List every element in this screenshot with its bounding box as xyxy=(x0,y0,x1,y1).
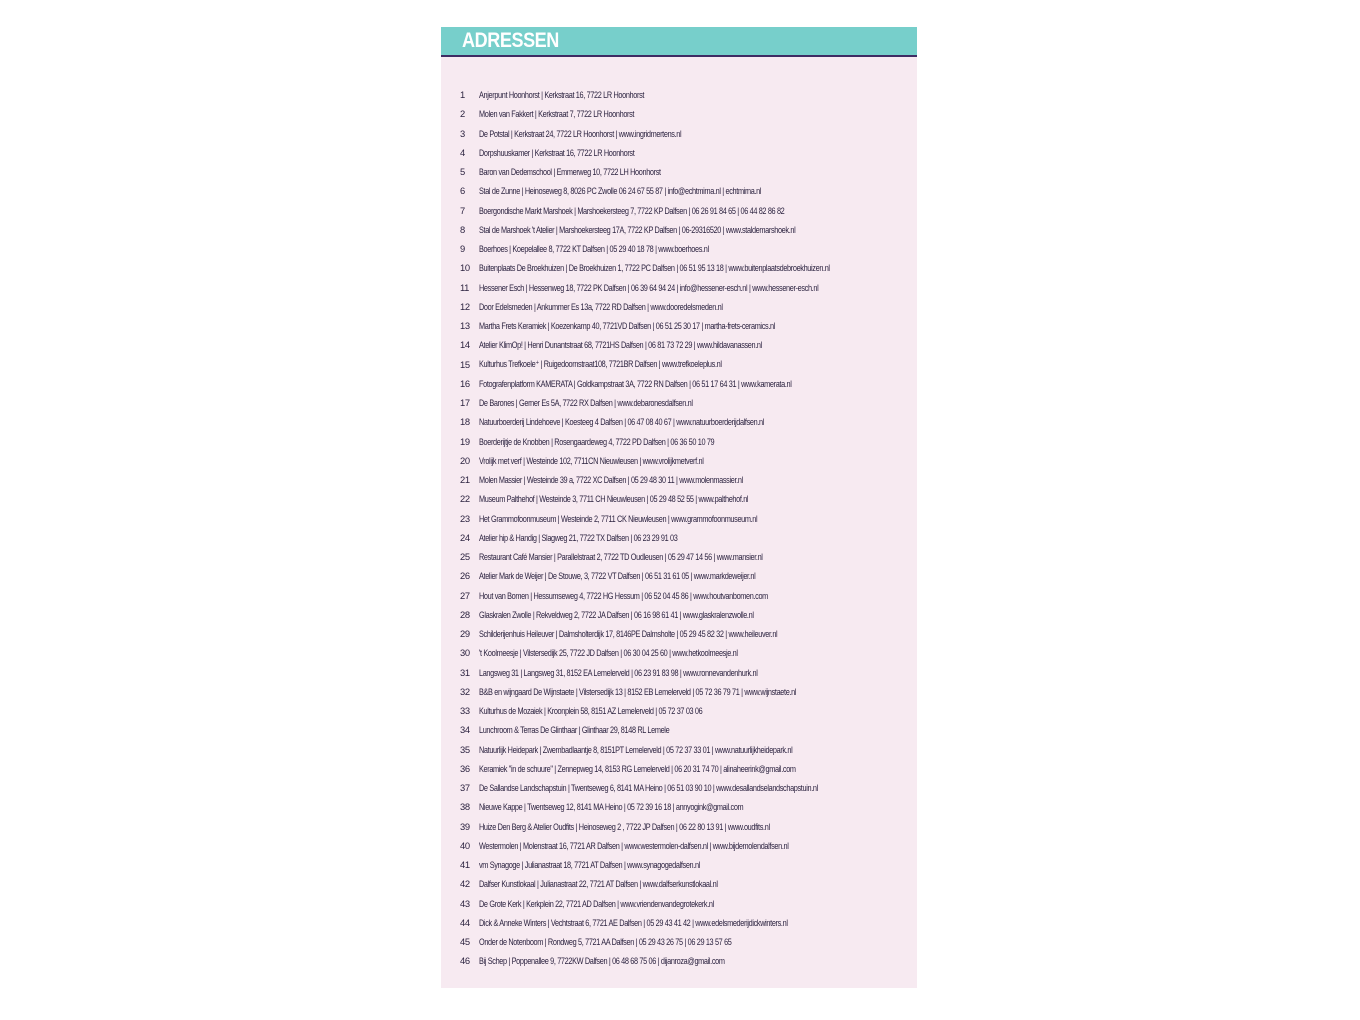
list-item-text: Glaskralen Zwolle | Rekveldweg 2, 7722 JA Dalfsen | 06 16 98 61 41 | www.glaskralenzwolle.nl xyxy=(479,608,754,620)
list-item-number: 11 xyxy=(460,281,469,293)
list-item-number: 40 xyxy=(460,839,470,851)
list-item xyxy=(460,489,910,508)
list-item-number: 23 xyxy=(460,512,470,524)
list-item xyxy=(460,104,910,123)
list-item-text: Anjerpunt Hoonhorst | Kerkstraat 16, 7722 LR Hoonhorst xyxy=(479,89,645,101)
list-item-text: Onder de Notenboom | Rondweg 5, 7721 AA Dalfsen | 05 29 43 26 75 | 06 29 13 57 65 xyxy=(479,936,732,948)
list-item xyxy=(460,951,910,970)
list-item xyxy=(460,412,910,431)
list-item-text: Vrolijk met verf | Westeinde 102, 7711CN Nieuwleusen | www.vrolijkmetverf.nl xyxy=(479,454,704,466)
list-item xyxy=(460,278,910,297)
list-item xyxy=(460,124,910,143)
list-item xyxy=(460,374,910,393)
list-item-number: 44 xyxy=(460,916,470,928)
list-item-number: 14 xyxy=(460,339,470,351)
list-item-text: Baron van Dedemschool | Emmerweg 10, 7722 LH Hoonhorst xyxy=(479,166,661,178)
list-item xyxy=(460,239,910,258)
list-item-text: Boerderijtje de Knobben | Rosengaardeweg 4, 7722 PD Dalfsen | 06 36 50 10 79 xyxy=(479,435,715,447)
list-item-text: Hout van Bomen | Hessumseweg 4, 7722 HG Hessum | 06 52 04 45 86 | www.houtvanbomen.com xyxy=(479,589,768,601)
list-item-number: 36 xyxy=(460,762,470,774)
list-item-number: 15 xyxy=(460,358,470,370)
list-item-text: Stal de Zunne | Heinoseweg 8, 8026 PC Zwolle 06 24 67 55 87 | info@echtmirna.nl | echtmirna.nl xyxy=(479,185,762,197)
list-item-text: Museum Palthehof | Westeinde 3, 7711 CH Nieuwleusen | 05 29 48 52 55 | www.palthehof.nl xyxy=(479,493,749,505)
list-item-number: 43 xyxy=(460,897,470,909)
list-item-number: 39 xyxy=(460,820,470,832)
list-item xyxy=(460,85,910,104)
list-item-text: Nieuwe Kappe | Twentseweg 12, 8141 MA Heino | 05 72 39 16 18 | annyogink@gmail.com xyxy=(479,801,744,813)
list-item-text: Stal de Marshoek 't Atelier | Marshoekersteeg 17A, 7722 KP Dalfsen | 06-29316520 | www.staldemarshoek.nl xyxy=(479,223,796,235)
list-item-text: De Grote Kerk | Kerkplein 22, 7721 AD Dalfsen | www.vriendenvandegrotekerk.nl xyxy=(479,897,714,909)
list-item-text: B&B en wijngaard De Wijnstaete | Vilstersedijk 13 | 8152 EB Lemelerveld | 05 72 36 79 71 | www.wijnstaete.nl xyxy=(479,685,797,697)
list-item-number: 3 xyxy=(460,127,465,139)
section-header xyxy=(441,27,917,57)
list-item xyxy=(460,470,910,489)
list-item-text: Hessener Esch | Hessenweg 18, 7722 PK Dalfsen | 06 39 64 94 24 | info@hessener-esch.nl | www.hessener-esch.nl xyxy=(479,281,819,293)
list-item-number: 33 xyxy=(460,705,470,717)
list-item-text: 't Koolmeesje | Vilstersedijk 25, 7722 JD Dalfsen | 06 30 04 25 60 | www.hetkoolmeesje.nl xyxy=(479,647,738,659)
list-item-number: 19 xyxy=(460,435,470,447)
list-item-text: Natuurboerderij Lindehoeve | Koesteeg 4 Dalfsen | 06 47 08 40 67 | www.natuurboerderijdalfsen.nl xyxy=(479,416,765,428)
list-item xyxy=(460,297,910,316)
list-item-text: De Sallandse Landschapstuin | Twentseweg 6, 8141 MA Heino | 06 51 03 90 10 | www.desallandselandschapstuin.nl xyxy=(479,782,818,794)
list-item-text: Natuurlijk Heidepark | Zwembadlaantje 8, 8151PT Lemelerveld | 05 72 37 33 01 | www.natuurlijkheidepark.nl xyxy=(479,743,793,755)
list-item xyxy=(460,817,910,836)
list-item xyxy=(460,624,910,643)
list-item-text: Boerhoes | Koepelallee 8, 7722 KT Dalfsen | 05 29 40 18 78 | www.boerhoes.nl xyxy=(479,243,709,255)
list-item-number: 41 xyxy=(460,859,470,871)
list-item-text: Molen Massier | Westeinde 39 a, 7722 XC Dalfsen | 05 29 48 30 11 | www.molenmassier.nl xyxy=(479,474,743,486)
list-item-number: 16 xyxy=(460,377,470,389)
list-item-text: Door Edelsmeden | Ankummer Es 13a, 7722 RD Dalfsen | www.dooredelsmeden.nl xyxy=(479,300,723,312)
list-item-number: 21 xyxy=(460,474,470,486)
list-item-number: 4 xyxy=(460,146,465,158)
list-item-number: 2 xyxy=(460,108,465,120)
list-item-text: Keramiek "in de schuure" | Zennepweg 14, 8153 RG Lemelerveld | 06 20 31 74 70 | alinaheerink@gmail.com xyxy=(479,762,796,774)
list-item-number: 9 xyxy=(460,243,465,255)
list-item-number: 6 xyxy=(460,185,465,197)
list-item-text: Dalfser Kunstlokaal | Julianastraat 22, 7721 AT Dalfsen | www.dalfserkunstlokaal.nl xyxy=(479,878,718,890)
list-item xyxy=(460,720,910,739)
list-item-text: Schilderijenhuis Heileuver | Dalmsholterdijk 17, 8146PE Dalmsholte | 05 29 45 82 32 | www.heileuver.nl xyxy=(479,628,778,640)
list-item xyxy=(460,682,910,701)
list-item xyxy=(460,778,910,797)
list-item xyxy=(460,701,910,720)
list-item xyxy=(460,220,910,239)
list-item-number: 5 xyxy=(460,166,465,178)
list-item-text: Atelier KlimOp! | Henri Dunantstraat 68, 7721HS Dalfsen | 06 81 73 72 29 | www.hildavanassen.nl xyxy=(479,339,762,351)
list-item-number: 31 xyxy=(460,666,470,678)
list-item-number: 20 xyxy=(460,454,470,466)
list-item-text: Restaurant Café Mansier | Parallelstraat 2, 7722 TD Oudleusen | 05 29 47 14 56 | www.mansier.nl xyxy=(479,551,763,563)
list-item xyxy=(460,143,910,162)
list-item xyxy=(460,528,910,547)
list-item-number: 25 xyxy=(460,551,470,563)
address-panel xyxy=(441,27,917,988)
list-item xyxy=(460,393,910,412)
list-item-text: Atelier Mark de Weijer | De Stouwe, 3, 7722 VT Dalfsen | 06 51 31 61 05 | www.markdeweijer.nl xyxy=(479,570,756,582)
list-item-number: 24 xyxy=(460,531,470,543)
list-item-number: 30 xyxy=(460,647,470,659)
list-item-number: 12 xyxy=(460,300,470,312)
list-item-number: 37 xyxy=(460,782,470,794)
list-item xyxy=(460,547,910,566)
list-item-text: Atelier hip & Handig | Slagweg 21, 7722 TX Dalfsen | 06 23 29 91 03 xyxy=(479,531,678,543)
list-item-text: Dick & Anneke Winters | Vechtstraat 6, 7721 AE Dalfsen | 05 29 43 41 42 | www.edelsmederijdickwinters.nl xyxy=(479,916,788,928)
list-item xyxy=(460,855,910,874)
list-item-number: 8 xyxy=(460,223,465,235)
list-item-text: vm Synagoge | Julianastraat 18, 7721 AT Dalfsen | www.synagogedalfsen.nl xyxy=(479,859,700,871)
list-item xyxy=(460,759,910,778)
list-item xyxy=(460,432,910,451)
list-item-number: 27 xyxy=(460,589,470,601)
list-item xyxy=(460,797,910,816)
list-item-number: 35 xyxy=(460,743,470,755)
list-item-text: Martha Frets Keramiek | Koezenkamp 40, 7721VD Dalfsen | 06 51 25 30 17 | martha-frets-ceramics.nl xyxy=(479,320,775,332)
list-item xyxy=(460,509,910,528)
list-item-number: 7 xyxy=(460,204,465,216)
list-item-number: 10 xyxy=(460,262,470,274)
list-item-number: 45 xyxy=(460,936,470,948)
list-item-text: Buitenplaats De Broekhuizen | De Broekhuizen 1, 7722 PC Dalfsen | 06 51 95 13 18 | www.buitenplaatsdebroekhuizen.nl xyxy=(479,262,830,274)
list-item-text: Kulturhus Trefkoele⁺ | Ruigedoornstraat108, 7721BR Dalfsen | www.trefkoeleplus.nl xyxy=(479,358,722,370)
list-item-text: Molen van Fakkert | Kerkstraat 7, 7722 LR Hoonhorst xyxy=(479,108,635,120)
list-item-number: 34 xyxy=(460,724,470,736)
list-item xyxy=(460,836,910,855)
list-item xyxy=(460,932,910,951)
list-item-text: Fotografenplatform KAMERATA | Goldkampstraat 3A, 7722 RN Dalfsen | 06 51 17 64 31 | www.kamerata.nl xyxy=(479,377,792,389)
list-item-text: Dorpshuuskamer | Kerkstraat 16, 7722 LR Hoonhorst xyxy=(479,146,635,158)
list-item-number: 13 xyxy=(460,320,470,332)
list-item xyxy=(460,201,910,220)
list-item-number: 38 xyxy=(460,801,470,813)
list-item xyxy=(460,643,910,662)
list-item xyxy=(460,451,910,470)
list-item-text: De Barones | Gerner Es 5A, 7722 RX Dalfsen | www.debaronesdalfsen.nl xyxy=(479,397,693,409)
list-item-text: Huize Den Berg & Atelier Oudfits | Heinoseweg 2 , 7722 JP Dalfsen | 06 22 80 13 91 | www.oudfits.nl xyxy=(479,820,770,832)
list-item-number: 18 xyxy=(460,416,470,428)
address-list xyxy=(460,85,910,971)
list-item-number: 46 xyxy=(460,955,470,967)
list-item xyxy=(460,663,910,682)
list-item-number: 1 xyxy=(460,89,465,101)
list-item-number: 22 xyxy=(460,493,470,505)
list-item xyxy=(460,874,910,893)
list-item-text: Westermolen | Molenstraat 16, 7721 AR Dalfsen | www.westermolen-dalfsen.nl | www.bijdemolendalfsen.nl xyxy=(479,839,789,851)
list-item-text: Kulturhus de Mozaiek | Kroonplein 58, 8151 AZ Lemelerveld | 05 72 37 03 06 xyxy=(479,705,703,717)
list-item-number: 32 xyxy=(460,685,470,697)
list-item-text: Boergondische Markt Marshoek | Marshoekersteeg 7, 7722 KP Dalfsen | 06 26 91 84 65 | 06 44 82 86 82 xyxy=(479,204,785,216)
list-item-number: 17 xyxy=(460,397,470,409)
list-item xyxy=(460,162,910,181)
list-item-number: 42 xyxy=(460,878,470,890)
list-item-text: Het Grammofoonmuseum | Westeinde 2, 7711 CK Nieuwleusen | www.grammofoonmuseum.nl xyxy=(479,512,758,524)
list-item xyxy=(460,605,910,624)
list-item xyxy=(460,913,910,932)
list-item xyxy=(460,586,910,605)
list-item-text: Bij Schep | Poppenallee 9, 7722KW Dalfsen | 06 48 68 75 06 | dijanroza@gmail.com xyxy=(479,955,725,967)
list-item xyxy=(460,316,910,335)
page-title: ADRESSEN xyxy=(462,29,559,52)
list-item xyxy=(460,335,910,354)
list-item-text: De Potstal | Kerkstraat 24, 7722 LR Hoonhorst | www.ingridmertens.nl xyxy=(479,127,682,139)
list-item xyxy=(460,740,910,759)
list-item xyxy=(460,258,910,277)
list-item-number: 29 xyxy=(460,628,470,640)
list-item-number: 28 xyxy=(460,608,470,620)
list-item-text: Lunchroom & Terras De Glinthaar | Glinthaar 29, 8148 RL Lemele xyxy=(479,724,670,736)
list-item-number: 26 xyxy=(460,570,470,582)
list-item-text: Langsweg 31 | Langsweg 31, 8152 EA Lemelerveld | 06 23 91 83 98 | www.ronnevandenhurk.nl xyxy=(479,666,758,678)
list-item xyxy=(460,894,910,913)
list-item xyxy=(460,355,910,374)
list-item xyxy=(460,181,910,200)
list-item xyxy=(460,566,910,585)
